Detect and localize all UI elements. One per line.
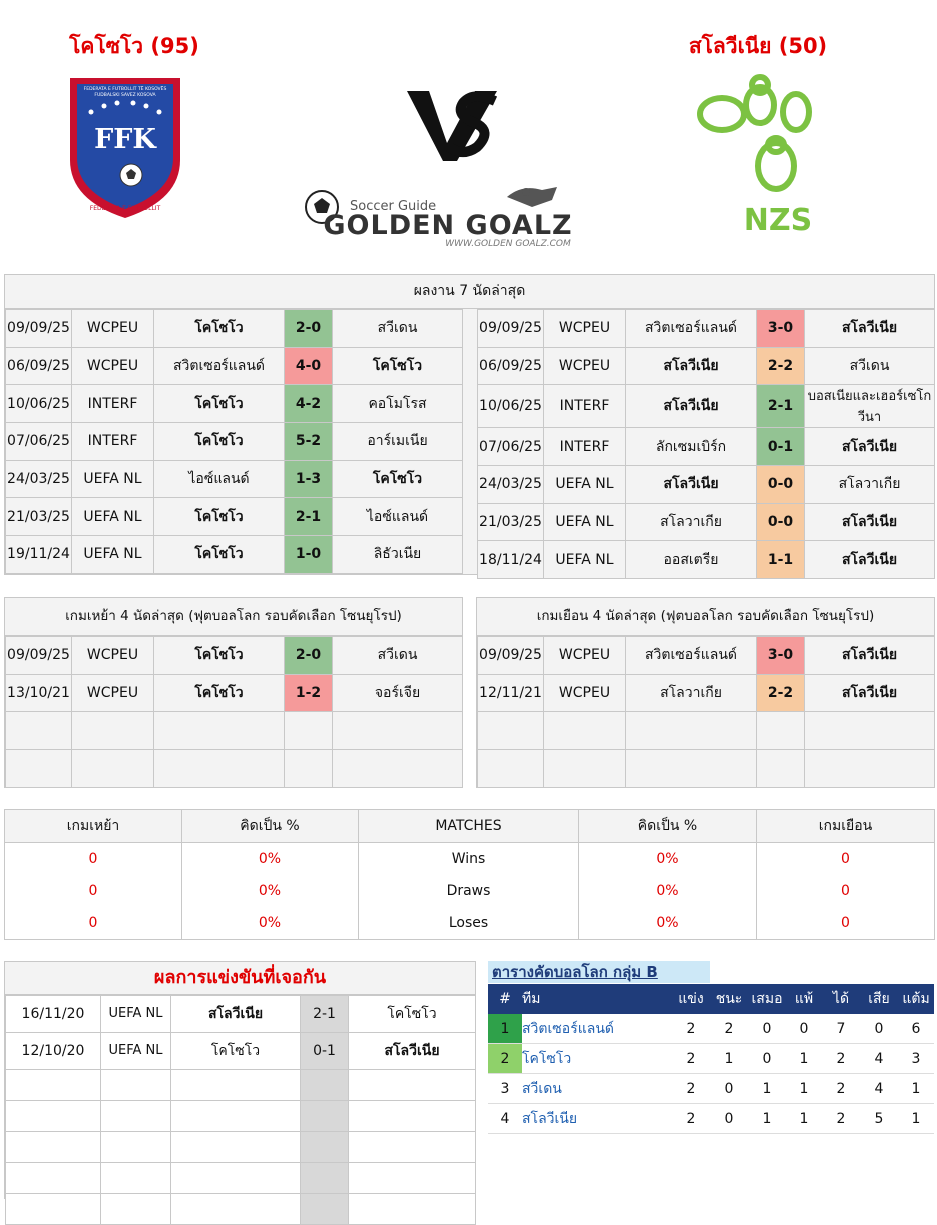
last4-away-home-team: สโลวาเกีย bbox=[626, 674, 757, 712]
last7-home-row bbox=[6, 460, 463, 498]
last7-away-date: 21/03/25 bbox=[478, 503, 544, 541]
standings-played: 2 bbox=[672, 1074, 710, 1104]
last4-away-empty-cell bbox=[478, 712, 544, 750]
last4-home-empty-cell bbox=[6, 750, 72, 788]
last4-home-row bbox=[6, 750, 463, 788]
last7-home-table bbox=[5, 309, 463, 574]
last4-home-empty-cell bbox=[154, 750, 285, 788]
h2h-empty-score bbox=[301, 1194, 349, 1225]
last7-home-away-team: ลิธัวเนีย bbox=[333, 536, 463, 574]
last7-home-row bbox=[6, 310, 463, 348]
h2h-home-team: สโลวีเนีย bbox=[171, 996, 301, 1033]
h2h-empty-cell bbox=[349, 1101, 476, 1132]
last4-home-table bbox=[5, 636, 463, 788]
stats-row bbox=[5, 843, 935, 876]
brand-line2: GOLDEN GOALZ bbox=[323, 210, 573, 241]
last7-away-competition: UEFA NL bbox=[544, 541, 626, 579]
stats-header-matches: MATCHES bbox=[359, 810, 579, 843]
standings-header-pos: # bbox=[488, 984, 522, 1014]
last7-away-home-team: สโลวีเนีย bbox=[626, 466, 757, 504]
last4-away-row bbox=[478, 674, 935, 712]
last4-away-away-team: สโลวีเนีย bbox=[805, 674, 935, 712]
standings-goals-for: 2 bbox=[822, 1104, 860, 1134]
h2h-row bbox=[6, 1194, 476, 1225]
last7-home-competition: INTERF bbox=[72, 423, 154, 461]
stats-row bbox=[5, 875, 935, 907]
last7-away-competition: UEFA NL bbox=[544, 466, 626, 504]
last7-away-score: 0-0 bbox=[757, 466, 805, 504]
last7-home-away-team: อาร์เมเนีย bbox=[333, 423, 463, 461]
last7-away-home-team: สวิตเซอร์แลนด์ bbox=[626, 310, 757, 348]
last4-home-away-team: จอร์เจีย bbox=[333, 674, 463, 712]
standings-goals-against: 4 bbox=[860, 1074, 898, 1104]
standings-goals-against: 4 bbox=[860, 1044, 898, 1074]
h2h-row bbox=[6, 1070, 476, 1101]
last7-home-date: 21/03/25 bbox=[6, 498, 72, 536]
stats-row bbox=[5, 907, 935, 940]
last4-home-empty-cell bbox=[154, 712, 285, 750]
last4-home-competition: WCPEU bbox=[72, 674, 154, 712]
last7-away-competition: WCPEU bbox=[544, 310, 626, 348]
last7-home-away-team: ไอซ์แลนด์ bbox=[333, 498, 463, 536]
last7-home-home-team: โคโซโว bbox=[154, 385, 285, 423]
standings-drawn: 1 bbox=[748, 1104, 786, 1134]
h2h-empty-cell bbox=[171, 1101, 301, 1132]
last4-away-empty-cell bbox=[805, 750, 935, 788]
standings-row bbox=[488, 1074, 934, 1104]
last4-home-panel bbox=[4, 597, 463, 788]
last7-panel bbox=[4, 274, 935, 575]
last7-home-home-team: โคโซโว bbox=[154, 536, 285, 574]
standings-team-link[interactable]: สวีเดน bbox=[522, 1074, 672, 1104]
standings-points: 1 bbox=[898, 1104, 934, 1134]
last7-away-score: 3-0 bbox=[757, 310, 805, 348]
svg-text:FEDERATA E FUTBOLLIT TË KOSOVË: FEDERATA E FUTBOLLIT TË KOSOVËS bbox=[83, 87, 167, 92]
last4-home-date: 09/09/25 bbox=[6, 637, 72, 675]
last4-home-empty-cell bbox=[333, 712, 463, 750]
standings-header-points: แต้ม bbox=[898, 984, 934, 1014]
standings-points: 1 bbox=[898, 1074, 934, 1104]
h2h-row bbox=[6, 1163, 476, 1194]
vs-emblem bbox=[405, 85, 500, 165]
stats-away-pct: 0% bbox=[579, 843, 757, 876]
last7-away-home-team: สโลวีเนีย bbox=[626, 347, 757, 385]
stats-away-count: 0 bbox=[757, 875, 935, 907]
last7-home-row bbox=[6, 385, 463, 423]
last7-home-row bbox=[6, 498, 463, 536]
last7-home-away-team: คอโมโรส bbox=[333, 385, 463, 423]
last7-away-competition: WCPEU bbox=[544, 347, 626, 385]
h2h-competition: UEFA NL bbox=[101, 1033, 171, 1070]
last7-home-away-team: โคโซโว bbox=[333, 347, 463, 385]
stats-label: Draws bbox=[359, 875, 579, 907]
last7-home-date: 24/03/25 bbox=[6, 460, 72, 498]
last4-home-row bbox=[6, 712, 463, 750]
last7-away-away-team: สโลวีเนีย bbox=[805, 428, 935, 466]
h2h-row bbox=[6, 1132, 476, 1163]
last4-home-empty-cell bbox=[285, 712, 333, 750]
stats-home-pct: 0% bbox=[182, 875, 359, 907]
last4-away-empty-cell bbox=[478, 750, 544, 788]
h2h-score: 2-1 bbox=[301, 996, 349, 1033]
standings-drawn: 0 bbox=[748, 1044, 786, 1074]
standings-team-link[interactable]: สวิตเซอร์แลนด์ bbox=[522, 1014, 672, 1044]
last7-home-competition: WCPEU bbox=[72, 310, 154, 348]
last7-away-away-team: สโลวีเนีย bbox=[805, 541, 935, 579]
h2h-date: 12/10/20 bbox=[6, 1033, 101, 1070]
last4-away-row bbox=[478, 637, 935, 675]
last4-home-empty-cell bbox=[285, 750, 333, 788]
last7-away-row bbox=[478, 503, 935, 541]
standings-position: 4 bbox=[488, 1104, 522, 1134]
last4-away-row bbox=[478, 750, 935, 788]
last7-home-away-team: สวีเดน bbox=[333, 310, 463, 348]
standings-drawn: 1 bbox=[748, 1074, 786, 1104]
last7-home-competition: UEFA NL bbox=[72, 460, 154, 498]
last7-away-row bbox=[478, 428, 935, 466]
last7-away-score: 0-1 bbox=[757, 428, 805, 466]
h2h-score: 0-1 bbox=[301, 1033, 349, 1070]
h2h-empty-cell bbox=[171, 1070, 301, 1101]
h2h-table bbox=[5, 995, 476, 1225]
last7-away-table bbox=[477, 309, 935, 579]
standings-goals-against: 0 bbox=[860, 1014, 898, 1044]
away-team-logo bbox=[690, 72, 825, 237]
h2h-competition: UEFA NL bbox=[101, 996, 171, 1033]
standings-played: 2 bbox=[672, 1014, 710, 1044]
h2h-date: 16/11/20 bbox=[6, 996, 101, 1033]
h2h-empty-score bbox=[301, 1163, 349, 1194]
last7-away-date: 18/11/24 bbox=[478, 541, 544, 579]
last7-away-date: 10/06/25 bbox=[478, 385, 544, 428]
last7-home-score: 5-2 bbox=[285, 423, 333, 461]
standings-played: 2 bbox=[672, 1044, 710, 1074]
last7-home-date: 19/11/24 bbox=[6, 536, 72, 574]
last7-home-row bbox=[6, 423, 463, 461]
last4-away-away-team: สโลวีเนีย bbox=[805, 637, 935, 675]
h2h-empty-cell bbox=[171, 1194, 301, 1225]
last7-away-away-team: สโลวีเนีย bbox=[805, 503, 935, 541]
last7-away-competition: INTERF bbox=[544, 385, 626, 428]
h2h-empty-cell bbox=[171, 1132, 301, 1163]
h2h-empty-cell bbox=[349, 1163, 476, 1194]
standings-header-drawn: เสมอ bbox=[748, 984, 786, 1014]
away-team-title: สโลวีเนีย (50) bbox=[688, 34, 828, 58]
h2h-empty-cell bbox=[6, 1194, 101, 1225]
standings-header-team: ทีม bbox=[522, 984, 672, 1014]
last4-away-empty-cell bbox=[757, 712, 805, 750]
last7-away-row bbox=[478, 385, 935, 428]
standings-title-link[interactable]: ตารางคัดบอลโลก กลุ่ม B bbox=[492, 963, 658, 981]
standings-drawn: 0 bbox=[748, 1014, 786, 1044]
last7-home-competition: INTERF bbox=[72, 385, 154, 423]
h2h-row bbox=[6, 1101, 476, 1132]
home-logo-ring: FEDERATA E FUTBOLLIT bbox=[89, 205, 161, 212]
last4-away-empty-cell bbox=[757, 750, 805, 788]
standings-header-played: แข่ง bbox=[672, 984, 710, 1014]
last7-home-date: 10/06/25 bbox=[6, 385, 72, 423]
h2h-empty-cell bbox=[101, 1163, 171, 1194]
last7-away-date: 24/03/25 bbox=[478, 466, 544, 504]
last4-away-empty-cell bbox=[626, 750, 757, 788]
h2h-empty-cell bbox=[101, 1194, 171, 1225]
last7-home-away-team: โคโซโว bbox=[333, 460, 463, 498]
last7-home-competition: WCPEU bbox=[72, 347, 154, 385]
stats-header-home: เกมเหย้า bbox=[5, 810, 182, 843]
h2h-empty-score bbox=[301, 1101, 349, 1132]
brand-url: WWW.GOLDEN GOALZ.COM bbox=[445, 239, 571, 249]
stats-header-home-pct: คิดเป็น % bbox=[182, 810, 359, 843]
h2h-empty-cell bbox=[6, 1101, 101, 1132]
last7-home-home-team: โคโซโว bbox=[154, 498, 285, 536]
standings-won: 0 bbox=[710, 1074, 748, 1104]
standings-row bbox=[488, 1104, 934, 1134]
last7-away-row bbox=[478, 347, 935, 385]
last4-home-score: 1-2 bbox=[285, 674, 333, 712]
last7-away-score: 0-0 bbox=[757, 503, 805, 541]
standings-header-row bbox=[488, 984, 934, 1014]
h2h-empty-cell bbox=[171, 1163, 301, 1194]
stats-away-count: 0 bbox=[757, 843, 935, 876]
last7-home-score: 4-0 bbox=[285, 347, 333, 385]
standings-row bbox=[488, 1044, 934, 1074]
brand-line1: Soccer Guide bbox=[350, 199, 437, 214]
last4-home-empty-cell bbox=[333, 750, 463, 788]
standings-header-goals-against: เสีย bbox=[860, 984, 898, 1014]
standings-points: 6 bbox=[898, 1014, 934, 1044]
last7-home-competition: UEFA NL bbox=[72, 498, 154, 536]
h2h-empty-cell bbox=[101, 1132, 171, 1163]
stats-home-count: 0 bbox=[5, 875, 182, 907]
last4-home-empty-cell bbox=[6, 712, 72, 750]
standings-position: 2 bbox=[488, 1044, 522, 1074]
last4-away-empty-cell bbox=[544, 750, 626, 788]
last7-home-score: 4-2 bbox=[285, 385, 333, 423]
svg-text:FUDBALSKI SAVEZ KOSOVA: FUDBALSKI SAVEZ KOSOVA bbox=[94, 93, 156, 98]
h2h-empty-cell bbox=[349, 1132, 476, 1163]
last4-away-date: 09/09/25 bbox=[478, 637, 544, 675]
last4-home-row bbox=[6, 637, 463, 675]
last4-away-date: 12/11/21 bbox=[478, 674, 544, 712]
last4-away-score: 3-0 bbox=[757, 637, 805, 675]
standings-goals-for: 7 bbox=[822, 1014, 860, 1044]
last4-home-away-team: สวีเดน bbox=[333, 637, 463, 675]
last7-away-date: 06/09/25 bbox=[478, 347, 544, 385]
last4-home-empty-cell bbox=[72, 750, 154, 788]
last7-away-row bbox=[478, 466, 935, 504]
last7-away-away-team: สโลวาเกีย bbox=[805, 466, 935, 504]
brand-logo bbox=[282, 182, 614, 250]
last7-away-competition: UEFA NL bbox=[544, 503, 626, 541]
last7-away-score: 1-1 bbox=[757, 541, 805, 579]
last4-away-competition: WCPEU bbox=[544, 637, 626, 675]
last7-away-home-team: สโลวีเนีย bbox=[626, 385, 757, 428]
last7-home-home-team: ไอซ์แลนด์ bbox=[154, 460, 285, 498]
h2h-panel bbox=[4, 961, 476, 1199]
home-team-logo bbox=[55, 70, 195, 220]
standings-position: 1 bbox=[488, 1014, 522, 1044]
stats-away-pct: 0% bbox=[579, 875, 757, 907]
last7-home-score: 1-3 bbox=[285, 460, 333, 498]
last4-home-competition: WCPEU bbox=[72, 637, 154, 675]
last7-away-away-team: บอสเนียและเฮอร์เซโกวีนา bbox=[805, 385, 935, 428]
standings-lost: 1 bbox=[786, 1104, 822, 1134]
standings-played: 2 bbox=[672, 1104, 710, 1134]
standings-won: 0 bbox=[710, 1104, 748, 1134]
stats-home-pct: 0% bbox=[182, 907, 359, 940]
standings-lost: 1 bbox=[786, 1044, 822, 1074]
last7-away-score: 2-1 bbox=[757, 385, 805, 428]
standings-goals-against: 5 bbox=[860, 1104, 898, 1134]
last7-home-date: 09/09/25 bbox=[6, 310, 72, 348]
last7-home-home-team: โคโซโว bbox=[154, 423, 285, 461]
last7-home-home-team: โคโซโว bbox=[154, 310, 285, 348]
standings-team-link[interactable]: สโลวีเนีย bbox=[522, 1104, 672, 1134]
standings-points: 3 bbox=[898, 1044, 934, 1074]
last7-home-score: 2-1 bbox=[285, 498, 333, 536]
stats-home-count: 0 bbox=[5, 907, 182, 940]
h2h-empty-score bbox=[301, 1070, 349, 1101]
last7-away-home-team: สโลวาเกีย bbox=[626, 503, 757, 541]
h2h-away-team: สโลวีเนีย bbox=[349, 1033, 476, 1070]
h2h-empty-cell bbox=[6, 1070, 101, 1101]
last4-away-empty-cell bbox=[626, 712, 757, 750]
h2h-empty-cell bbox=[101, 1101, 171, 1132]
last7-home-competition: UEFA NL bbox=[72, 536, 154, 574]
last7-away-home-team: ลักเซมเบิร์ก bbox=[626, 428, 757, 466]
last7-home-date: 07/06/25 bbox=[6, 423, 72, 461]
last4-home-row bbox=[6, 674, 463, 712]
last4-away-home-team: สวิตเซอร์แลนด์ bbox=[626, 637, 757, 675]
last4-away-row bbox=[478, 712, 935, 750]
standings-goals-for: 2 bbox=[822, 1044, 860, 1074]
h2h-home-team: โคโซโว bbox=[171, 1033, 301, 1070]
last4-away-panel bbox=[476, 597, 935, 788]
h2h-row bbox=[6, 996, 476, 1033]
standings-won: 1 bbox=[710, 1044, 748, 1074]
h2h-away-team: โคโซโว bbox=[349, 996, 476, 1033]
last4-away-empty-cell bbox=[805, 712, 935, 750]
stats-label: Loses bbox=[359, 907, 579, 940]
standings-title[interactable] bbox=[488, 961, 710, 983]
h2h-title: ผลการแข่งขันที่เจอกัน bbox=[5, 962, 475, 995]
last7-away-home-team: ออสเตรีย bbox=[626, 541, 757, 579]
last4-away-competition: WCPEU bbox=[544, 674, 626, 712]
standings-header-won: ชนะ bbox=[710, 984, 748, 1014]
last4-home-home-team: โคโซโว bbox=[154, 637, 285, 675]
last7-home-score: 1-0 bbox=[285, 536, 333, 574]
last7-home-row bbox=[6, 536, 463, 574]
stats-away-pct: 0% bbox=[579, 907, 757, 940]
standings-team-link[interactable]: โคโซโว bbox=[522, 1044, 672, 1074]
standings-header-goals-for: ได้ bbox=[822, 984, 860, 1014]
last4-home-empty-cell bbox=[72, 712, 154, 750]
last7-home-row bbox=[6, 347, 463, 385]
last4-away-empty-cell bbox=[544, 712, 626, 750]
h2h-row bbox=[6, 1033, 476, 1070]
last4-away-score: 2-2 bbox=[757, 674, 805, 712]
h2h-empty-score bbox=[301, 1132, 349, 1163]
standings-header-lost: แพ้ bbox=[786, 984, 822, 1014]
h2h-empty-cell bbox=[101, 1070, 171, 1101]
standings-table bbox=[488, 984, 934, 1134]
last7-away-row bbox=[478, 310, 935, 348]
stats-away-count: 0 bbox=[757, 907, 935, 940]
last4-home-title: เกมเหย้า 4 นัดล่าสุด (ฟุตบอลโลก รอบคัดเลือก โซนยุโรป) bbox=[5, 598, 462, 636]
last7-home-date: 06/09/25 bbox=[6, 347, 72, 385]
last4-away-table bbox=[477, 636, 935, 788]
stats-home-pct: 0% bbox=[182, 843, 359, 876]
standings-lost: 1 bbox=[786, 1074, 822, 1104]
last4-home-score: 2-0 bbox=[285, 637, 333, 675]
standings-goals-for: 2 bbox=[822, 1074, 860, 1104]
standings-lost: 0 bbox=[786, 1014, 822, 1044]
home-team-title: โคโซโว (95) bbox=[69, 34, 199, 58]
last7-home-score: 2-0 bbox=[285, 310, 333, 348]
home-logo-text: FFK bbox=[94, 124, 156, 155]
last4-home-home-team: โคโซโว bbox=[154, 674, 285, 712]
away-logo-text: NZS bbox=[743, 203, 813, 237]
stats-label: Wins bbox=[359, 843, 579, 876]
last7-away-competition: INTERF bbox=[544, 428, 626, 466]
standings-row bbox=[488, 1014, 934, 1044]
last7-away-away-team: สวีเดน bbox=[805, 347, 935, 385]
stats-home-count: 0 bbox=[5, 843, 182, 876]
last4-home-date: 13/10/21 bbox=[6, 674, 72, 712]
last4-away-title: เกมเยือน 4 นัดล่าสุด (ฟุตบอลโลก รอบคัดเลือก โซนยุโรป) bbox=[477, 598, 934, 636]
standings-won: 2 bbox=[710, 1014, 748, 1044]
h2h-empty-cell bbox=[6, 1163, 101, 1194]
h2h-empty-cell bbox=[349, 1070, 476, 1101]
standings-position: 3 bbox=[488, 1074, 522, 1104]
stats-header-away-pct: คิดเป็น % bbox=[579, 810, 757, 843]
stats-header-away: เกมเยือน bbox=[757, 810, 935, 843]
last7-away-date: 09/09/25 bbox=[478, 310, 544, 348]
last7-away-row bbox=[478, 541, 935, 579]
stats-table bbox=[4, 809, 935, 940]
last7-away-date: 07/06/25 bbox=[478, 428, 544, 466]
h2h-empty-cell bbox=[6, 1132, 101, 1163]
last7-title: ผลงาน 7 นัดล่าสุด bbox=[5, 275, 934, 309]
last7-away-away-team: สโลวีเนีย bbox=[805, 310, 935, 348]
last7-home-home-team: สวิตเซอร์แลนด์ bbox=[154, 347, 285, 385]
last7-away-score: 2-2 bbox=[757, 347, 805, 385]
h2h-empty-cell bbox=[349, 1194, 476, 1225]
